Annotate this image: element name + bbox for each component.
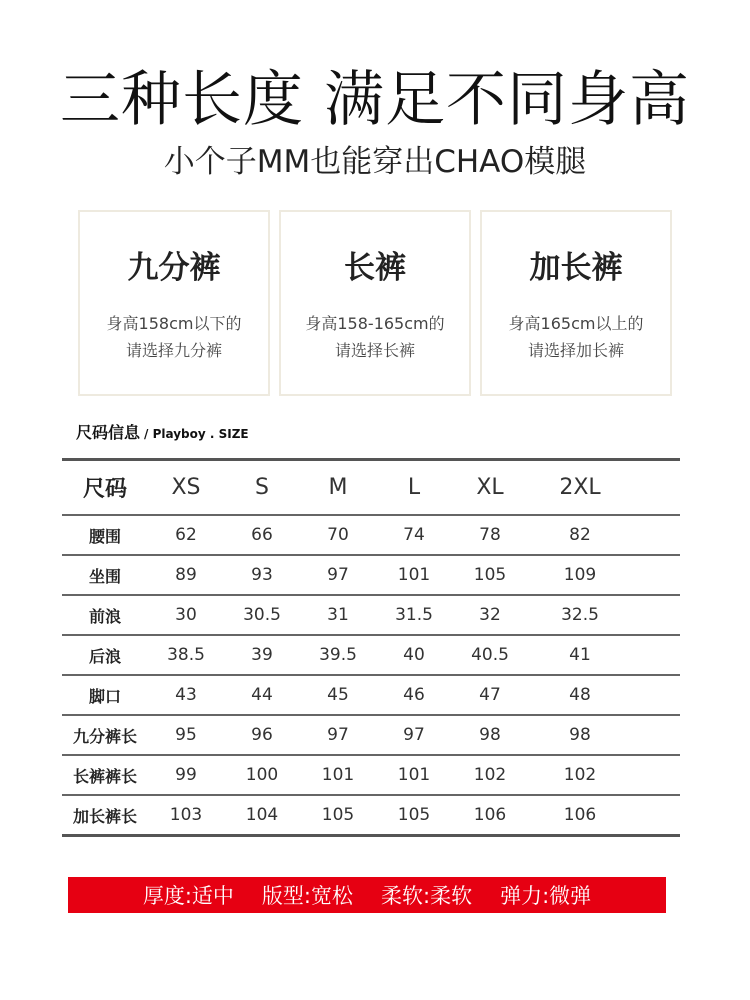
table-cell: 101 (321, 765, 355, 785)
table-cell: 105 (321, 805, 355, 825)
table-row (62, 756, 680, 796)
attribute-fit: 版型:宽松 (261, 884, 353, 908)
card-description (482, 310, 670, 364)
table-cell: 43 (175, 685, 197, 705)
table-cell: 38.5 (167, 645, 205, 665)
table-cell: 46 (403, 685, 425, 705)
table-cell: 45 (327, 685, 349, 705)
table-row (62, 676, 680, 716)
table-cell: 101 (397, 765, 431, 785)
header-cell: L (407, 475, 421, 500)
table-cell: 102 (563, 765, 597, 785)
header-cell: XS (171, 475, 201, 500)
header-cell: 尺码 (82, 477, 127, 502)
card-desc-line2: 请选择九分裤 (125, 341, 222, 360)
header-cell: M (328, 475, 348, 500)
table-row (62, 716, 680, 756)
table-cell: 101 (397, 565, 431, 585)
card-extra-long-pants (480, 210, 672, 396)
table-cell: 44 (251, 685, 273, 705)
size-table (62, 458, 680, 837)
page-title: 三种长度 满足不同身高 (59, 65, 691, 135)
table-cell: 30.5 (243, 605, 281, 625)
table-cell: 48 (569, 685, 591, 705)
table-cell: 32.5 (561, 605, 599, 625)
table-cell: 109 (563, 565, 597, 585)
table-cell: 78 (479, 525, 501, 545)
card-description (281, 310, 469, 364)
table-cell: 95 (175, 725, 197, 745)
card-desc-line2: 请选择加长裤 (527, 341, 624, 360)
attribute-softness: 柔软:柔软 (381, 884, 473, 908)
card-description (80, 310, 268, 364)
card-cropped-pants (78, 210, 270, 396)
table-cell: 100 (245, 765, 279, 785)
table-cell: 98 (569, 725, 591, 745)
size-info-title: 尺码信息 (76, 423, 141, 442)
table-cell: 97 (327, 725, 349, 745)
table-cell: 106 (473, 805, 507, 825)
card-desc-line2: 请选择长裤 (334, 341, 415, 360)
table-cell: 31 (327, 605, 349, 625)
card-desc-line1: 身高158cm以下的 (106, 314, 242, 333)
table-cell: 93 (251, 565, 273, 585)
size-info-heading (76, 420, 249, 443)
table-body (62, 516, 680, 837)
table-cell: 32 (479, 605, 501, 625)
table-cell: 30 (175, 605, 197, 625)
table-cell: 39.5 (319, 645, 357, 665)
table-cell: 74 (403, 525, 425, 545)
table-cell: 40.5 (471, 645, 509, 665)
size-info-subtitle: / Playboy . SIZE (144, 427, 249, 441)
card-desc-line1: 身高165cm以上的 (508, 314, 644, 333)
table-cell: 31.5 (395, 605, 433, 625)
table-cell: 40 (403, 645, 425, 665)
table-cell: 97 (327, 565, 349, 585)
table-cell: 97 (403, 725, 425, 745)
length-cards (0, 210, 750, 400)
table-row (62, 636, 680, 676)
table-cell: 98 (479, 725, 501, 745)
table-row (62, 556, 680, 596)
card-long-pants (279, 210, 471, 396)
table-header-row (62, 461, 680, 516)
row-label: 九分裤长 (72, 726, 137, 746)
row-label: 加长裤长 (72, 806, 137, 826)
header-cell: S (255, 475, 269, 500)
table-cell: 105 (473, 565, 507, 585)
table-cell: 99 (175, 765, 197, 785)
table-row (62, 596, 680, 636)
table-cell: 102 (473, 765, 507, 785)
table-cell: 103 (169, 805, 203, 825)
row-label: 脚口 (88, 686, 121, 706)
table-cell: 66 (251, 525, 273, 545)
card-title: 九分裤 (127, 250, 221, 286)
table-cell: 96 (251, 725, 273, 745)
row-label: 长裤裤长 (72, 766, 137, 786)
table-cell: 39 (251, 645, 273, 665)
header-cell: XL (476, 475, 504, 500)
card-title: 加长裤 (529, 250, 623, 286)
row-label: 坐围 (88, 566, 121, 586)
table-cell: 82 (569, 525, 591, 545)
table-cell: 47 (479, 685, 501, 705)
row-label: 前浪 (88, 606, 121, 626)
attributes-bar (68, 877, 666, 913)
attribute-elasticity: 弹力:微弹 (500, 884, 592, 908)
table-cell: 104 (245, 805, 279, 825)
table-cell: 62 (175, 525, 197, 545)
table-row (62, 516, 680, 556)
header-cell: 2XL (559, 475, 601, 500)
row-label: 后浪 (88, 646, 121, 666)
row-label: 腰围 (88, 526, 121, 546)
card-desc-line1: 身高158-165cm的 (305, 314, 445, 333)
page-subtitle: 小个子MM也能穿出CHAO模腿 (163, 144, 587, 180)
table-cell: 41 (569, 645, 591, 665)
attribute-thickness: 厚度:适中 (142, 884, 234, 908)
table-row (62, 796, 680, 837)
table-cell: 105 (397, 805, 431, 825)
table-cell: 106 (563, 805, 597, 825)
card-title: 长裤 (344, 250, 406, 286)
table-cell: 70 (327, 525, 349, 545)
table-cell: 89 (175, 565, 197, 585)
